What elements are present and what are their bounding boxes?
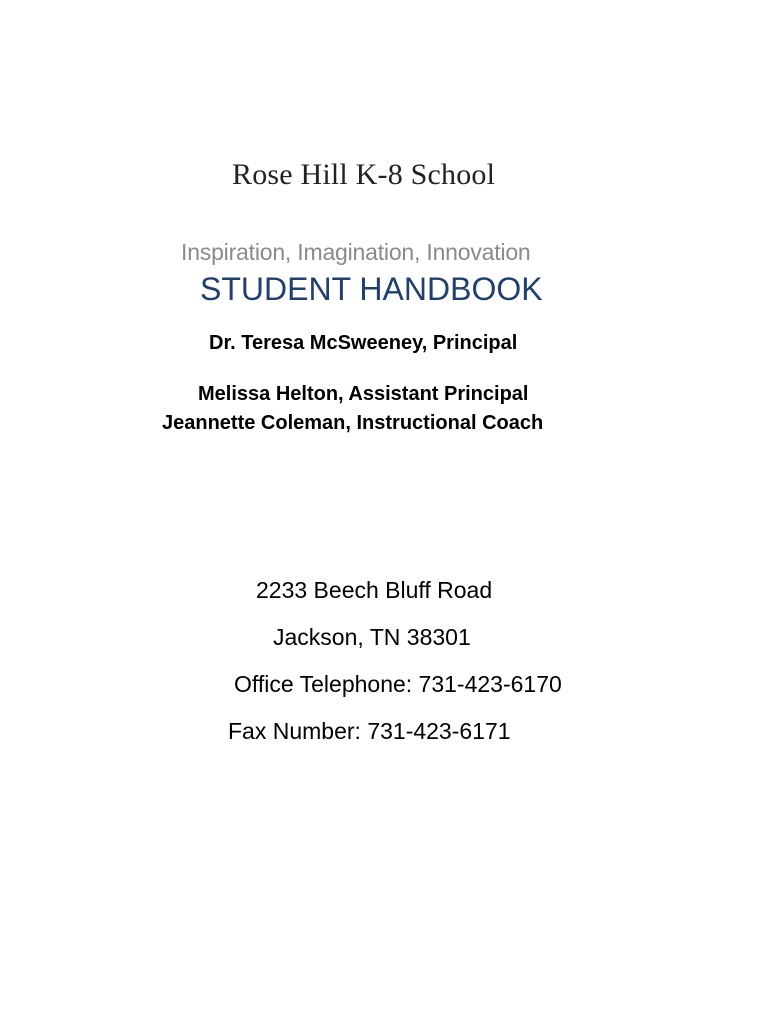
fax-number: Fax Number: 731-423-6171 (228, 718, 511, 744)
street-address: 2233 Beech Bluff Road (256, 577, 493, 603)
handbook-title: STUDENT HANDBOOK (200, 271, 543, 307)
instructional-coach-name: Jeannette Coleman, Instructional Coach (162, 412, 544, 434)
assistant-principal-name: Melissa Helton, Assistant Principal (198, 383, 529, 405)
city-state-zip: Jackson, TN 38301 (273, 624, 471, 650)
school-name: Rose Hill K-8 School (232, 158, 496, 191)
school-tagline: Inspiration, Imagination, Innovation (181, 239, 531, 265)
principal-name: Dr. Teresa McSweeney, Principal (209, 332, 518, 354)
office-telephone: Office Telephone: 731-423-6170 (234, 671, 562, 697)
